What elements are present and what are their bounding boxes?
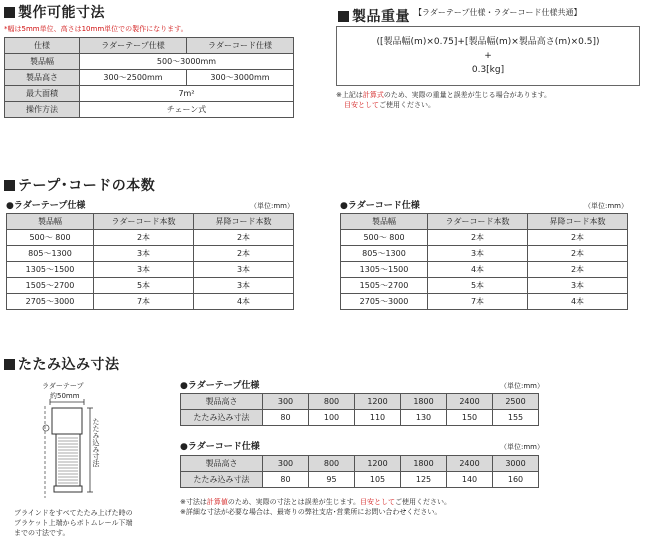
count-tape-table [6,213,294,310]
cell: 2500 [493,394,539,410]
cell: 2400 [447,394,493,410]
cell: 1800 [401,394,447,410]
cell: 800 [309,456,355,472]
weight-subtitle: 【ラダーテープ仕様・ラダーコード仕様共通】 [414,8,582,17]
fold-tape-title: ●ラダーテープ仕様 [180,381,260,391]
header-cell: 製品幅 [7,214,94,230]
cell: 95 [309,472,355,488]
row-label: 最大面積 [5,86,80,102]
table-row [7,214,294,230]
table-row [5,86,294,102]
cell: 1200 [355,394,401,410]
cell: 500〜 800 [7,230,94,246]
row-label: 製品高さ [181,456,263,472]
cell: 4本 [428,262,528,278]
weight-formula [336,26,640,86]
formula-line: ([製品幅(m)×0.75]+[製品幅(m)×製品高さ(m)×0.5]) [376,37,600,47]
cell: 800 [309,394,355,410]
spec-header-cell: ラダーコード仕様 [187,38,294,54]
cell: 3本 [528,278,628,294]
cell: 2本 [528,262,628,278]
cell: 1505〜2700 [341,278,428,294]
cell: 4本 [194,294,294,310]
cell: 5本 [94,278,194,294]
cell: 300 [263,394,309,410]
cell-value: 500〜3000mm [80,54,294,70]
formula-plus: + [484,51,492,61]
cell: 2本 [528,246,628,262]
header-cell: 製品幅 [341,214,428,230]
cell: 105 [355,472,401,488]
spec-title: 製作可能寸法 [4,2,105,22]
cell-value: 300〜2500mm [80,70,187,86]
cell: 7本 [94,294,194,310]
header-cell: ラダーコード本数 [428,214,528,230]
diagram-label: ラダーテープ [42,382,84,390]
diagram-vertical-label: たたみ込み寸法 [92,418,100,467]
table-row [7,230,294,246]
table-row [5,102,294,118]
diagram-label: 約50mm [50,392,80,400]
table-row [341,230,628,246]
cell: 1505〜2700 [7,278,94,294]
cell: 3本 [94,262,194,278]
cell: 2本 [94,230,194,246]
cell: 300 [263,456,309,472]
diagram-caption: ブラインドをすべてたたみ上げた時の ブラケット上端からボトムレール下端 までの寸法です。 [14,509,133,537]
fold-note: ※詳細な寸法が必要な場合は、最寄りの弊社支店･営業所にお問い合わせください。 [180,508,442,516]
weight-note: ※上記は計算式のため、実際の重量と誤差が生じる場合があります。 [336,91,552,99]
table-row [5,38,294,54]
count-title: テープ･コードの本数 [4,175,155,195]
spec-note: *幅は5mm単位、高さは10mm単位での製作になります。 [4,25,188,33]
cell: 3本 [194,262,294,278]
table-row [7,294,294,310]
table-row [7,278,294,294]
cell: 1305〜1500 [341,262,428,278]
cell: 125 [401,472,447,488]
count-cord-title: ●ラダーコード仕様 [340,201,420,211]
cell: 1305〜1500 [7,262,94,278]
cell: 2705〜3000 [341,294,428,310]
table-row [181,472,539,488]
cell: 3本 [428,246,528,262]
cell: 2本 [528,230,628,246]
fold-title: たたみ込み寸法 [4,354,120,374]
formula-line: 0.3[kg] [471,65,505,75]
cell: 805〜1300 [7,246,94,262]
cell: 2705〜3000 [7,294,94,310]
cell: 140 [447,472,493,488]
weight-title: 製品重量 [338,6,410,26]
row-label: たたみ込み寸法 [181,410,263,426]
cell: 80 [263,472,309,488]
cell: 7本 [428,294,528,310]
row-label: 製品高さ [181,394,263,410]
fold-note: ※寸法は計算値のため、実際の寸法とは誤差が生じます。目安としてご使用ください。 [180,498,452,506]
fold-cord-title: ●ラダーコード仕様 [180,442,260,452]
cell: 160 [493,472,539,488]
unit-label: （単位:mm） [584,202,628,210]
cell-value: チェーン式 [80,102,294,118]
cell: 100 [309,410,355,426]
cell: 4本 [528,294,628,310]
row-label: 製品幅 [5,54,80,70]
table-row [5,70,294,86]
cell: 130 [401,410,447,426]
row-label: 操作方法 [5,102,80,118]
cell: 1200 [355,456,401,472]
cell: 2400 [447,456,493,472]
table-row [7,246,294,262]
table-row [181,394,539,410]
cell: 2本 [194,230,294,246]
cell: 805〜1300 [341,246,428,262]
cell: 3本 [194,278,294,294]
cell: 150 [447,410,493,426]
table-row [7,262,294,278]
table-row [181,410,539,426]
fold-tape-table [180,393,539,426]
spec-table [4,37,294,118]
cell-value: 7m² [80,86,294,102]
cell: 2本 [194,246,294,262]
table-row [341,294,628,310]
table-row [341,278,628,294]
cell: 500〜 800 [341,230,428,246]
cell: 2本 [428,230,528,246]
count-tape-title: ●ラダーテープ仕様 [6,201,86,211]
table-row [341,246,628,262]
cell: 5本 [428,278,528,294]
fold-cord-table [180,455,539,488]
unit-label: （単位:mm） [500,382,544,390]
header-cell: 昇降コード本数 [528,214,628,230]
cell: 110 [355,410,401,426]
count-cord-table [340,213,628,310]
table-row [341,214,628,230]
unit-label: （単位:mm） [250,202,294,210]
cell: 155 [493,410,539,426]
weight-note: 目安としてご使用ください。 [344,101,435,109]
header-cell: ラダーコード本数 [94,214,194,230]
table-row [181,456,539,472]
unit-label: （単位:mm） [500,443,544,451]
spec-header-cell: 仕様 [5,38,80,54]
blind-diagram [36,398,96,502]
cell: 1800 [401,456,447,472]
row-label: たたみ込み寸法 [181,472,263,488]
cell: 3本 [94,246,194,262]
header-cell: 昇降コード本数 [194,214,294,230]
cell: 3000 [493,456,539,472]
row-label: 製品高さ [5,70,80,86]
cell: 80 [263,410,309,426]
cell-value: 300〜3000mm [187,70,294,86]
spec-header-cell: ラダーテープ仕様 [80,38,187,54]
table-row [5,54,294,70]
table-row [341,262,628,278]
